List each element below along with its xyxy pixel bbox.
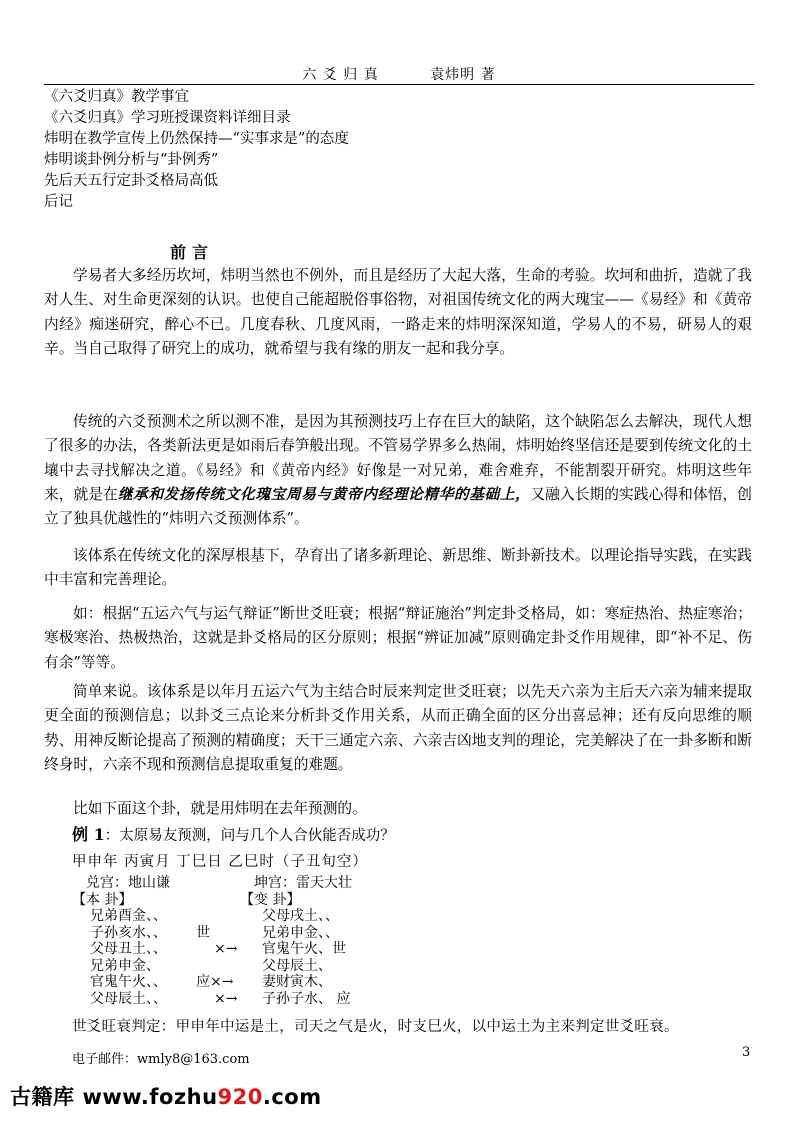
ben-yao: 兄弟申金、 (90, 957, 160, 974)
yao-mark: 应×→ (196, 974, 234, 990)
ben-yao: 官鬼午火、、 (90, 974, 167, 990)
bian-yao: 妻财寅木、 (262, 974, 332, 990)
preface-paragraph-2 (44, 410, 752, 531)
toc-item[interactable]: 炜明在教学宣传上仍然保持—“实事求是”的态度 (44, 131, 349, 147)
toc-item[interactable]: 后记 (44, 194, 73, 210)
preface-heading: 前言 (170, 243, 215, 262)
toc-item[interactable]: 《六爻归真》教学事宜 (44, 89, 189, 105)
shi-yao-judgement: 世爻旺衰判定：甲申年中运是土，司天之气是火，时支巳火，以中运土为主来判定世爻旺衰。 (72, 1019, 679, 1035)
bian-yao: 父母戌土、、 (262, 908, 339, 924)
ben-gua-palace: 兑宫：地山谦 (86, 875, 170, 891)
preface-paragraph-3: 该体系在传统文化的深厚根基下，孕育出了诸多新理论、新思维、断卦新技术。以理论指导实践，在实践中丰富和完善理论。 (44, 547, 752, 589)
footer-email: 电子邮件：wmly8@163.com (72, 1052, 250, 1067)
bian-yao: 官鬼午火、世 (262, 941, 346, 957)
paragraph-text: 又融入长期的实践心得和体悟，创立了独具优越性的“炜明六爻预测体系”。 (44, 485, 752, 528)
watermark-site-red: 920 (217, 1085, 263, 1109)
watermark-site-prefix: www.fozhu (82, 1085, 218, 1109)
ganzhi-line: 甲申年 丙寅月 丁巳日 乙巳时（子丑旬空） (72, 854, 368, 870)
ben-gua-label: 【本 卦】 (72, 891, 133, 908)
page-number: 3 (742, 1045, 751, 1060)
preface-paragraph-4: 如：根据“五运六气与运气辩证”断世爻旺衰；根据“辩证施治”判定卦爻格局，如：寒症热治、热症寒治；寒极寒治、热极热治，这就是卦爻格局的区分原则；根据“辨证加减”原则确定卦爻作用规律，即“补不足、伤有余”等等。 (44, 605, 752, 671)
preface-paragraph-5: 简单来说。该体系是以年月五运六气为主结合时辰来判定世爻旺衰；以先天六亲为主后天六亲为辅来提取更全面的预测信息；以卦爻三点论来分析卦爻作用关系，从而正确全面的区分出喜忌神；还有反向思维的顺势、用神反断论提高了预测的精确度；天干三通定六亲、六亲吉凶地支判的理论，完美解决了在一卦多断和断终身时，六亲不现和预测信息提取重复的难题。 (44, 683, 752, 773)
bian-gua-palace: 坤宫：雷天大壮 (254, 875, 352, 891)
ben-yao: 子孙亥水、、 (90, 924, 167, 941)
site-watermark (10, 1081, 322, 1111)
toc-list (44, 87, 744, 213)
yao-mark: ×→ (214, 990, 238, 1007)
watermark-site-suffix: .com (262, 1085, 322, 1109)
yao-mark: ×→ (214, 941, 238, 957)
book-author: 袁炜明 著 (430, 67, 496, 83)
bian-yao: 兄弟申金、、 (262, 924, 339, 941)
toc-item[interactable]: 先后天五行定卦爻格局高低 (44, 173, 218, 189)
toc-item[interactable]: 炜明谈卦例分析与“卦例秀” (44, 152, 219, 168)
emphasized-text: 继承和发扬传统文化瑰宝周易与黄帝内经理论精华的基础上， (117, 485, 531, 503)
bian-yao: 父母辰土、 (262, 957, 332, 974)
toc-item[interactable]: 《六爻归真》学习班授课资料详细目录 (44, 110, 291, 126)
watermark-name: 古籍库 (10, 1085, 75, 1109)
preface-paragraph-6: 比如下面这个卦，就是用炜明在去年预测的。 (73, 800, 367, 817)
ben-yao: 兄弟酉金、、 (90, 908, 167, 924)
example-label: 例 1 (72, 825, 105, 844)
yao-mark: 世 (196, 924, 210, 941)
book-title: 六 爻 归 真 (302, 67, 379, 83)
preface-paragraph-1: 学易者大多经历坎坷，炜明当然也不例外，而且是经历了大起大落，生命的考验。坎坷和曲折，造就了我对人生、对生命更深刻的认识。也使自己能超脱俗事俗物，对祖国传统文化的两大瑰宝——《易经》和《黄帝内经》痴迷研究，醉心不已。几度春秋、几度风雨，一路走来的炜明深深知道，学易人的不易，研易人的艰辛。当自己取得了研究上的成功，就希望与我有缘的朋友一起和我分享。 (44, 267, 752, 357)
bian-yao: 子孙子水、 应 (262, 990, 351, 1007)
bian-gua-label: 【变 卦】 (240, 891, 301, 908)
ben-yao: 父母辰土、、 (90, 990, 167, 1007)
ben-yao: 父母丑土、、 (90, 941, 167, 957)
paragraph-text: 传统的六爻预测术之所以测不准，是因为其预测技巧上存在巨大的缺陷，这个缺陷怎么去解决，现代人想了很多的办法，各类新法更是如雨后春笋般出现。不管易学界多么热闹，炜明始终坚信还是要到传统文化的土壤中去寻找解决之道。《易经》和《黄帝内经》好像是一对兄弟，难舍难弃，不能割裂开研究。炜明这些年来，就是在 (44, 413, 752, 503)
example-title (72, 822, 395, 845)
example-question: ：太原易友预测，问与几个人合伙能否成功？ (104, 828, 395, 844)
page-header (44, 64, 754, 85)
